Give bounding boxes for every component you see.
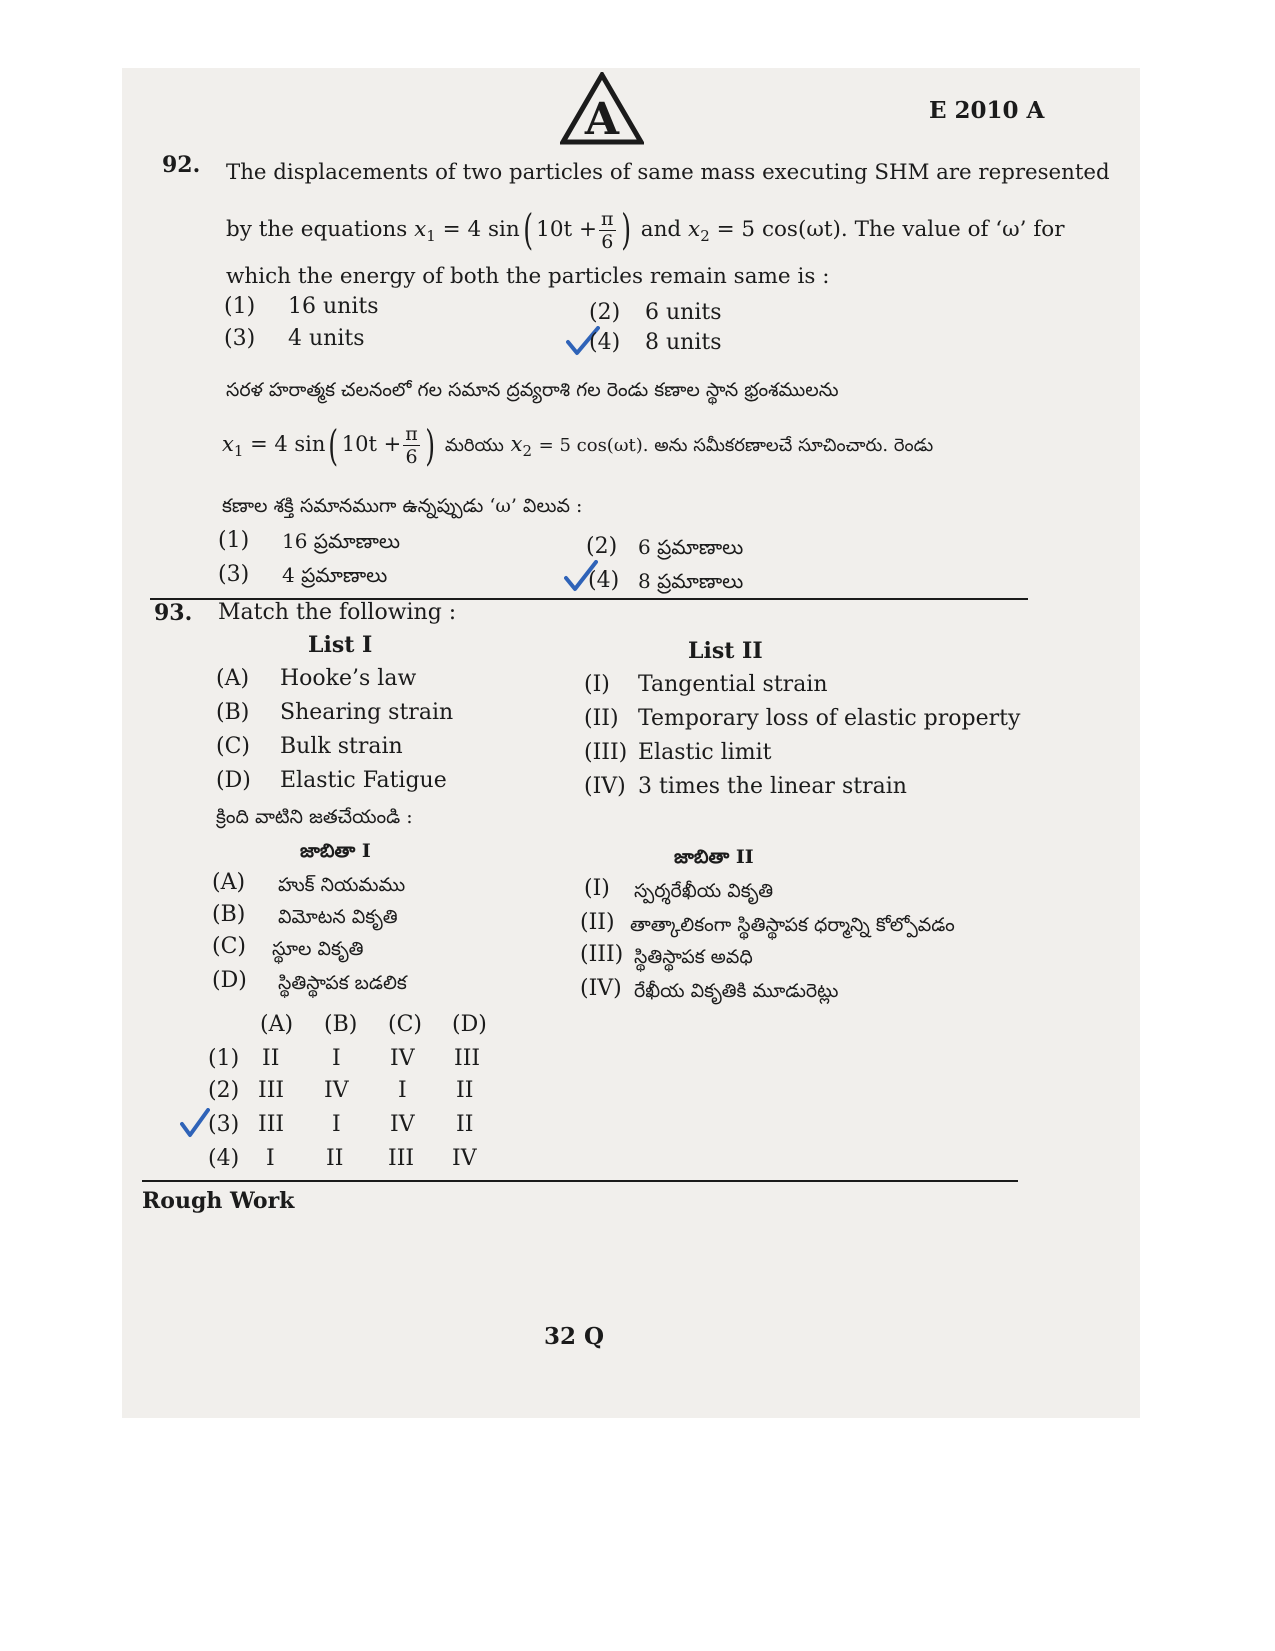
te-list1-item-a: హుక్ నియమము xyxy=(278,874,406,896)
rough-work-divider xyxy=(142,1180,1018,1182)
x2-symbol: x xyxy=(688,217,701,242)
q92-line2: by the equations $x_1 = 4$ sin( 10t + $\frac{\pi}{6}$ ) and $x_2 = 5$ cos(ωt). The value of ‘ω’ for xyxy=(226,205,1065,254)
te-list1-item-c: స్థూల వికృతి xyxy=(272,938,364,960)
te-eq1-prefix: = 4 sin xyxy=(250,432,326,456)
list1-key-b: (B) xyxy=(216,700,250,725)
pi-over-six xyxy=(599,208,616,253)
list1-item-d: Elastic Fatigue xyxy=(280,768,447,793)
list1-item-c: Bulk strain xyxy=(280,734,403,759)
te-mid-word: మరియు xyxy=(444,435,504,456)
q92-line2-pre: by the equations xyxy=(226,217,408,242)
and-word: and xyxy=(640,217,682,242)
q92-line1: The displacements of two particles of same mass executing SHM are represented xyxy=(226,160,1110,185)
list2-item-iv: 3 times the linear strain xyxy=(638,774,907,799)
answer-3-d: II xyxy=(456,1112,474,1137)
answer-4-d: IV xyxy=(452,1146,477,1171)
list2-item-ii: Temporary loss of elastic property xyxy=(638,706,1021,731)
answer-1-d: III xyxy=(454,1046,481,1071)
te-eq1-argument: 10t + xyxy=(341,432,402,456)
q92-option-num-3: (3) xyxy=(224,326,256,351)
q92-option-text-4: 8 units xyxy=(645,330,722,355)
q92-te-option-num-3: (3) xyxy=(218,562,250,587)
x2-subscript: 2 xyxy=(700,227,710,245)
eq2-text: = 5 cos(ωt). The value of ‘ω’ for xyxy=(716,217,1065,242)
q92-option-num-1: (1) xyxy=(224,294,256,319)
te-list2-key-i: (I) xyxy=(584,876,610,901)
exam-page xyxy=(122,68,1140,1418)
te-eq2-text: = 5 cos(ωt). అను సమీకరణాలచే సూచించారు. రెండు xyxy=(538,435,934,456)
answer-3-a: III xyxy=(258,1112,285,1137)
q93-number: 93. xyxy=(154,600,193,626)
te-list2-heading: జాబితా II xyxy=(674,846,754,868)
list2-heading: List II xyxy=(688,638,763,664)
list1-key-c: (C) xyxy=(216,734,250,759)
x1-subscript: 1 xyxy=(426,227,436,245)
q93-te-title: క్రింది వాటిని జతచేయండి : xyxy=(216,806,413,828)
list2-key-iii: (III) xyxy=(584,740,628,765)
te-list1-key-a: (A) xyxy=(212,870,246,895)
answer-option-2: (2) xyxy=(208,1078,240,1103)
page-number: 32 Q xyxy=(544,1323,605,1350)
booklet-series-logo xyxy=(560,72,644,146)
rough-work-label: Rough Work xyxy=(142,1188,295,1214)
te-pi-over-six xyxy=(403,423,420,468)
answer-2-b: IV xyxy=(324,1078,349,1103)
eq1-argument: 10t + xyxy=(536,217,598,242)
te-list1-heading: జాబితా I xyxy=(300,840,371,862)
answer-option-4: (4) xyxy=(208,1146,240,1171)
answer-col-d: (D) xyxy=(452,1012,487,1037)
x1-symbol: x xyxy=(414,217,427,242)
te-list2-item-iv: రేఖీయ వికృతికి మూడురెట్లు xyxy=(634,980,839,1002)
list2-key-ii: (II) xyxy=(584,706,619,731)
logo-letter: A xyxy=(584,94,620,145)
list1-item-b: Shearing strain xyxy=(280,700,454,725)
q92-option-num-2: (2) xyxy=(589,300,621,325)
answer-col-b: (B) xyxy=(324,1012,358,1037)
te-x2-subscript: 2 xyxy=(522,442,532,460)
list2-key-i: (I) xyxy=(584,672,610,697)
answer-2-c: I xyxy=(398,1078,407,1103)
answer-option-1: (1) xyxy=(208,1046,240,1071)
list1-key-a: (A) xyxy=(216,666,250,691)
q92-te-line1: సరళ హరాత్మక చలనంలో గల సమాన ద్రవ్యరాశి గల రెండు కణాల స్థాన భ్రంశములను xyxy=(226,379,839,401)
te-list2-key-iii: (III) xyxy=(580,942,624,967)
booklet-code: E 2010 A xyxy=(929,97,1045,124)
q92-te-option-num-1: (1) xyxy=(218,528,250,553)
te-list2-key-iv: (IV) xyxy=(580,976,622,1001)
q93-title: Match the following : xyxy=(218,600,457,625)
q92-option-num-4: (4) xyxy=(589,330,621,355)
answer-option-3: (3) xyxy=(208,1112,240,1137)
q92-number: 92. xyxy=(162,152,201,178)
answer-1-b: I xyxy=(332,1046,341,1071)
eq1-prefix: = 4 sin xyxy=(442,217,520,242)
list2-key-iv: (IV) xyxy=(584,774,626,799)
answer-col-a: (A) xyxy=(260,1012,294,1037)
te-list1-key-b: (B) xyxy=(212,902,246,927)
te-list2-item-ii: తాత్కాలికంగా స్థితిస్థాపక ధర్మాన్ని కోల్పోవడం xyxy=(630,914,955,936)
answer-4-b: II xyxy=(326,1146,344,1171)
q92-te-line2: $x_1 = 4$ sin( 10t + $\frac{\pi}{6}$ ) మరియు $x_2 = 5$ cos(ωt). అను సమీకరణాలచే సూచించారు. రెండు xyxy=(222,420,934,470)
answer-2-a: III xyxy=(258,1078,285,1103)
te-x1-symbol: x xyxy=(222,432,234,456)
answer-1-c: IV xyxy=(390,1046,415,1071)
answer-3-c: IV xyxy=(390,1112,415,1137)
answer-tick-icon xyxy=(180,1108,210,1138)
te-list2-key-ii: (II) xyxy=(580,910,615,935)
fraction-numerator: π xyxy=(601,207,614,230)
q92-te-option-text-4: 8 ప్రమాణాలు xyxy=(638,569,744,593)
q92-option-text-2: 6 units xyxy=(645,300,722,325)
te-x1-subscript: 1 xyxy=(233,442,244,460)
q92-te-option-num-2: (2) xyxy=(586,534,618,559)
list1-item-a: Hooke’s law xyxy=(280,666,417,691)
fraction-denominator: 6 xyxy=(601,230,614,253)
q92-option-text-3: 4 units xyxy=(288,326,365,351)
te-fraction-numerator: π xyxy=(405,423,418,445)
te-fraction-denominator: 6 xyxy=(405,446,418,468)
q92-line3: which the energy of both the particles remain same is : xyxy=(226,264,830,289)
te-list2-item-iii: స్థితిస్థాపక అవధి xyxy=(634,946,753,968)
te-list1-key-c: (C) xyxy=(212,934,246,959)
list2-item-i: Tangential strain xyxy=(638,672,828,697)
answer-2-d: II xyxy=(456,1078,474,1103)
list1-key-d: (D) xyxy=(216,768,251,793)
te-list1-key-d: (D) xyxy=(212,968,247,993)
q92-te-option-text-3: 4 ప్రమాణాలు xyxy=(282,563,388,587)
answer-4-a: I xyxy=(266,1146,275,1171)
q92-option-text-1: 16 units xyxy=(288,294,379,319)
answer-4-c: III xyxy=(388,1146,415,1171)
te-list1-item-b: విమోటన వికృతి xyxy=(278,906,398,928)
list2-item-iii: Elastic limit xyxy=(638,740,772,765)
list1-heading: List I xyxy=(308,632,373,658)
q92-te-line3: కణాల శక్తి సమానముగా ఉన్నప్పుడు ‘ω’ విలువ : xyxy=(222,495,583,517)
answer-1-a: II xyxy=(262,1046,280,1071)
te-list1-item-d: స్థితిస్థాపక బడలిక xyxy=(278,972,407,994)
answer-col-c: (C) xyxy=(388,1012,422,1037)
q92-te-option-num-4: (4) xyxy=(588,568,620,593)
q92-te-option-text-1: 16 ప్రమాణాలు xyxy=(282,529,401,553)
answer-3-b: I xyxy=(332,1112,341,1137)
te-x2-symbol: x xyxy=(510,432,523,456)
te-list2-item-i: స్పర్శరేఖీయ వికృతి xyxy=(634,880,774,902)
q92-te-option-text-2: 6 ప్రమాణాలు xyxy=(638,535,744,559)
